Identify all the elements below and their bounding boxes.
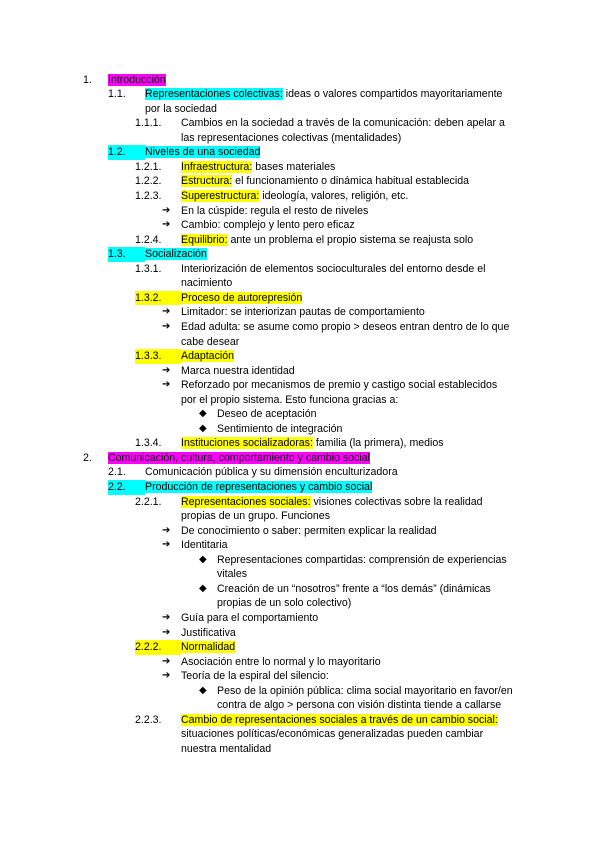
- outline-number: 1.: [83, 73, 92, 86]
- outline-line: [0, 247, 600, 262]
- outline-line-text: Edad adulta: se asume como propio > deseos entran dentro de lo que: [181, 320, 510, 333]
- arrow-bullet-icon: ➔: [162, 219, 171, 231]
- outline-line: [0, 582, 600, 597]
- highlighted-term: Introducción: [108, 73, 166, 86]
- outline-text: [181, 364, 295, 379]
- arrow-bullet-icon: ➔: [162, 306, 171, 318]
- arrow-bullet-icon: ➔: [162, 611, 171, 623]
- highlighted-term: Normalidad: [181, 641, 236, 654]
- outline-line: [0, 87, 600, 102]
- outline-number: 1.2.2.: [135, 175, 162, 188]
- arrow-bullet-icon: ➔: [162, 539, 171, 551]
- outline-text: [108, 451, 370, 466]
- outline-number: 1.3.4.: [135, 437, 162, 450]
- outline-line-text: Sentimiento de integración: [217, 422, 343, 435]
- arrow-bullet-icon: ➔: [162, 670, 171, 682]
- diamond-bullet-icon: ◆: [199, 582, 207, 594]
- continuation-text: nuestra mentalidad: [181, 742, 272, 755]
- highlighted-term: Adaptación: [181, 350, 235, 363]
- outline-line: [0, 335, 600, 350]
- outline-line: [0, 480, 600, 495]
- diamond-bullet-icon: ◆: [199, 408, 207, 420]
- outline-text: [181, 305, 425, 320]
- outline-number: 1.2.3.: [135, 190, 162, 202]
- outline-line: [0, 524, 600, 539]
- outline-line: [0, 73, 600, 88]
- outline-line: [0, 131, 600, 146]
- outline-line-text: Cambios en la sociedad a través de la comunicación: deben apelar a: [181, 117, 505, 130]
- outline-text: [181, 626, 236, 641]
- outline-line: [0, 378, 600, 393]
- outline-number: 1.2.4.: [135, 233, 162, 246]
- outline-line: [0, 407, 600, 422]
- outline-line: [0, 189, 600, 204]
- outline-number: 1.1.1.: [135, 117, 162, 130]
- continuation-text: las representaciones colectivas (mentalidades): [181, 131, 402, 144]
- outline-line-text: Comunicación pública y su dimensión enculturizadora: [145, 466, 398, 479]
- outline-line: [0, 422, 600, 437]
- highlighted-term: Proceso de autorepresión: [181, 291, 303, 304]
- outline-text: [145, 87, 502, 102]
- outline-text: [181, 393, 398, 408]
- outline-number: 1.3.2.: [135, 291, 181, 306]
- arrow-bullet-icon: ➔: [162, 655, 171, 667]
- outline-line-text: bases materiales: [252, 160, 336, 173]
- continuation-text: propias de un solo colectivo): [217, 597, 352, 610]
- outline-text: [181, 524, 437, 539]
- diamond-bullet-icon: ◆: [199, 684, 207, 696]
- outline-line-text: Identitaria: [181, 539, 228, 552]
- arrow-bullet-icon: ➔: [162, 204, 171, 216]
- outline-number: 1.2.: [108, 145, 145, 160]
- outline-text: [145, 102, 217, 117]
- highlighted-term: Superestructura:: [181, 190, 260, 202]
- outline-line: [0, 262, 600, 277]
- outline-number: 2.: [83, 451, 92, 464]
- continuation-text: nacimiento: [181, 277, 233, 290]
- outline-line: [0, 320, 600, 335]
- outline-line: [0, 655, 600, 670]
- outline-number: 2.2.2.: [135, 640, 181, 655]
- highlighted-term: Equilibrio:: [181, 233, 228, 246]
- outline-line-text: Guía para el comportamiento: [181, 611, 319, 624]
- outline-number: 1.1.: [108, 88, 126, 101]
- outline-line-text: ideas o valores compartidos mayoritariamente: [282, 88, 503, 101]
- outline-text: [181, 276, 232, 291]
- outline-text: [217, 407, 317, 422]
- outline-text: [217, 698, 501, 713]
- outline-line-text: Asociación entre lo normal y lo mayoritario: [181, 655, 381, 668]
- outline-line-text: Representaciones compartidas: comprensión de experiencias: [217, 553, 507, 566]
- arrow-bullet-icon: ➔: [162, 626, 171, 638]
- outline-line-text: De conocimiento o saber: permiten explicar la realidad: [181, 524, 437, 537]
- outline-line: [0, 713, 600, 728]
- outline-line: [0, 553, 600, 568]
- outline-line-text: ideología, valores, religión, etc.: [259, 190, 409, 202]
- outline-text: [181, 320, 509, 335]
- outline-line: [0, 465, 600, 480]
- outline-text: [145, 247, 207, 262]
- highlighted-term: Infraestructura:: [181, 160, 253, 173]
- continuation-text: por el propio sistema. Esto funciona gracias a:: [181, 393, 399, 406]
- outline-text: [217, 596, 351, 611]
- arrow-bullet-icon: ➔: [162, 364, 171, 376]
- outline-line-text: Justificativa: [181, 626, 236, 639]
- outline-line-text: visiones colectivas sobre la realidad: [310, 495, 483, 508]
- outline-line: [0, 349, 600, 364]
- arrow-bullet-icon: ➔: [162, 524, 171, 536]
- arrow-bullet-icon: ➔: [162, 320, 171, 332]
- outline-text: [108, 73, 166, 88]
- outline-text: [181, 538, 228, 553]
- outline-text: [217, 684, 513, 699]
- outline-line: [0, 291, 600, 306]
- outline-text: [181, 174, 469, 189]
- outline-text: [181, 495, 483, 510]
- outline-line: [0, 626, 600, 641]
- outline-text: [181, 262, 485, 277]
- outline-line-text: familia (la primera), medios: [312, 437, 444, 450]
- outline-line-text: Deseo de aceptación: [217, 408, 317, 421]
- continuation-text: situaciones políticas/económicas generalizadas pueden cambiar: [181, 728, 484, 741]
- outline-text: [181, 378, 497, 393]
- outline-text: [217, 582, 491, 597]
- outline-line: [0, 116, 600, 131]
- highlighted-term: Socialización: [145, 248, 207, 261]
- arrow-bullet-icon: ➔: [162, 379, 171, 391]
- outline-text: [181, 204, 368, 219]
- outline-line: [0, 102, 600, 117]
- outline-line: [0, 160, 600, 175]
- outline-text: [181, 218, 355, 233]
- outline-line: [0, 233, 600, 248]
- outline-text: [181, 131, 401, 146]
- outline-line: [0, 596, 600, 611]
- outline-line-text: el funcionamiento o dinámica habitual establecida: [232, 175, 469, 188]
- outline-number: 1.3.1.: [135, 262, 162, 275]
- outline-text: [217, 553, 507, 568]
- outline-text: [181, 160, 335, 175]
- outline-line-text: Peso de la opinión pública: clima social mayoritario en favor/en: [217, 684, 513, 697]
- highlighted-term: Comunicación, cultura, comportamiento y cambio social: [108, 451, 371, 464]
- outline-text: [145, 145, 260, 160]
- outline-line: [0, 567, 600, 582]
- outline-number: 2.1.: [108, 466, 126, 479]
- outline-line: [0, 669, 600, 684]
- outline-number: 2.2.1.: [135, 495, 162, 508]
- outline-text: [181, 189, 408, 204]
- outline-line: [0, 174, 600, 189]
- outline-line: [0, 698, 600, 713]
- outline-text: [145, 480, 372, 495]
- outline-line-text: Creación de un “nosotros” frente a “los demás” (dinámicas: [217, 582, 491, 595]
- outline-line-text: Limitador: se interiorizan pautas de comportamiento: [181, 306, 425, 319]
- outline-text: [181, 669, 329, 684]
- outline-text: [145, 465, 398, 480]
- outline-number: 1.3.3.: [135, 349, 181, 364]
- outline-line-text: Reforzado por mecanismos de premio y castigo social establecidos: [181, 379, 498, 392]
- outline-line-text: Marca nuestra identidad: [181, 364, 295, 377]
- outline-line: [0, 364, 600, 379]
- outline-line-text: Teoría de la espiral del silencio:: [181, 670, 329, 683]
- highlighted-term: Representaciones colectivas:: [145, 88, 283, 101]
- outline-line: [0, 276, 600, 291]
- outline-line: [0, 305, 600, 320]
- outline-line: [0, 684, 600, 699]
- outline-line: [0, 611, 600, 626]
- continuation-text: contra de algo > persona con visión distinta tiende a callarse: [217, 699, 502, 712]
- outline-text: [181, 727, 483, 742]
- outline-line: [0, 218, 600, 233]
- outline-line: [0, 204, 600, 219]
- highlighted-term: Instituciones socializadoras:: [181, 437, 313, 450]
- outline-line: [0, 640, 600, 655]
- outline-line: [0, 495, 600, 510]
- outline-line-text: En la cúspide: regula el resto de niveles: [181, 204, 369, 217]
- outline-text: [217, 567, 247, 582]
- outline-text: [181, 640, 235, 655]
- outline-number: 1.2.1.: [135, 160, 162, 173]
- continuation-text: vitales: [217, 568, 248, 581]
- highlighted-term: Producción de representaciones y cambio social: [145, 481, 373, 493]
- outline-number: 2.2.: [108, 480, 145, 495]
- outline-number: 2.2.3.: [135, 713, 162, 726]
- outline-line: [0, 451, 600, 466]
- diamond-bullet-icon: ◆: [199, 553, 207, 565]
- outline-line: [0, 393, 600, 408]
- outline-line: [0, 727, 600, 742]
- outline-line: [0, 509, 600, 524]
- outline-text: [181, 233, 473, 248]
- outline-line: [0, 145, 600, 160]
- highlighted-term: Representaciones sociales:: [181, 495, 311, 508]
- outline-text: [181, 611, 318, 626]
- outline-text: [181, 713, 498, 728]
- outline-text: [181, 349, 234, 364]
- outline-text: [181, 291, 302, 306]
- highlighted-term: Estructura:: [181, 175, 233, 188]
- outline-line: [0, 742, 600, 757]
- outline-line-text: Cambio: complejo y lento pero eficaz: [181, 219, 355, 232]
- continuation-text: cabe desear: [181, 335, 240, 348]
- outline-text: [181, 655, 381, 670]
- outline-line-text: Interiorización de elementos socioculturales del entorno desde el: [181, 262, 486, 275]
- outline-line: [0, 436, 600, 451]
- continuation-text: por la sociedad: [145, 102, 217, 115]
- outline-number: 1.3.: [108, 247, 145, 262]
- outline-text: [217, 422, 342, 437]
- outline-text: [181, 436, 444, 451]
- outline-text: [181, 335, 239, 350]
- highlighted-term: Niveles de una sociedad: [145, 146, 261, 159]
- outline-text: [181, 116, 505, 131]
- outline-line: [0, 538, 600, 553]
- outline-text: [181, 509, 330, 524]
- continuation-text: propias de un grupo. Funciones: [181, 510, 331, 523]
- outline-text: [181, 742, 271, 757]
- highlighted-term: Cambio de representaciones sociales a través de un cambio social:: [181, 713, 498, 726]
- outline-line-text: ante un problema el propio sistema se reajusta solo: [227, 233, 474, 246]
- diamond-bullet-icon: ◆: [199, 422, 207, 434]
